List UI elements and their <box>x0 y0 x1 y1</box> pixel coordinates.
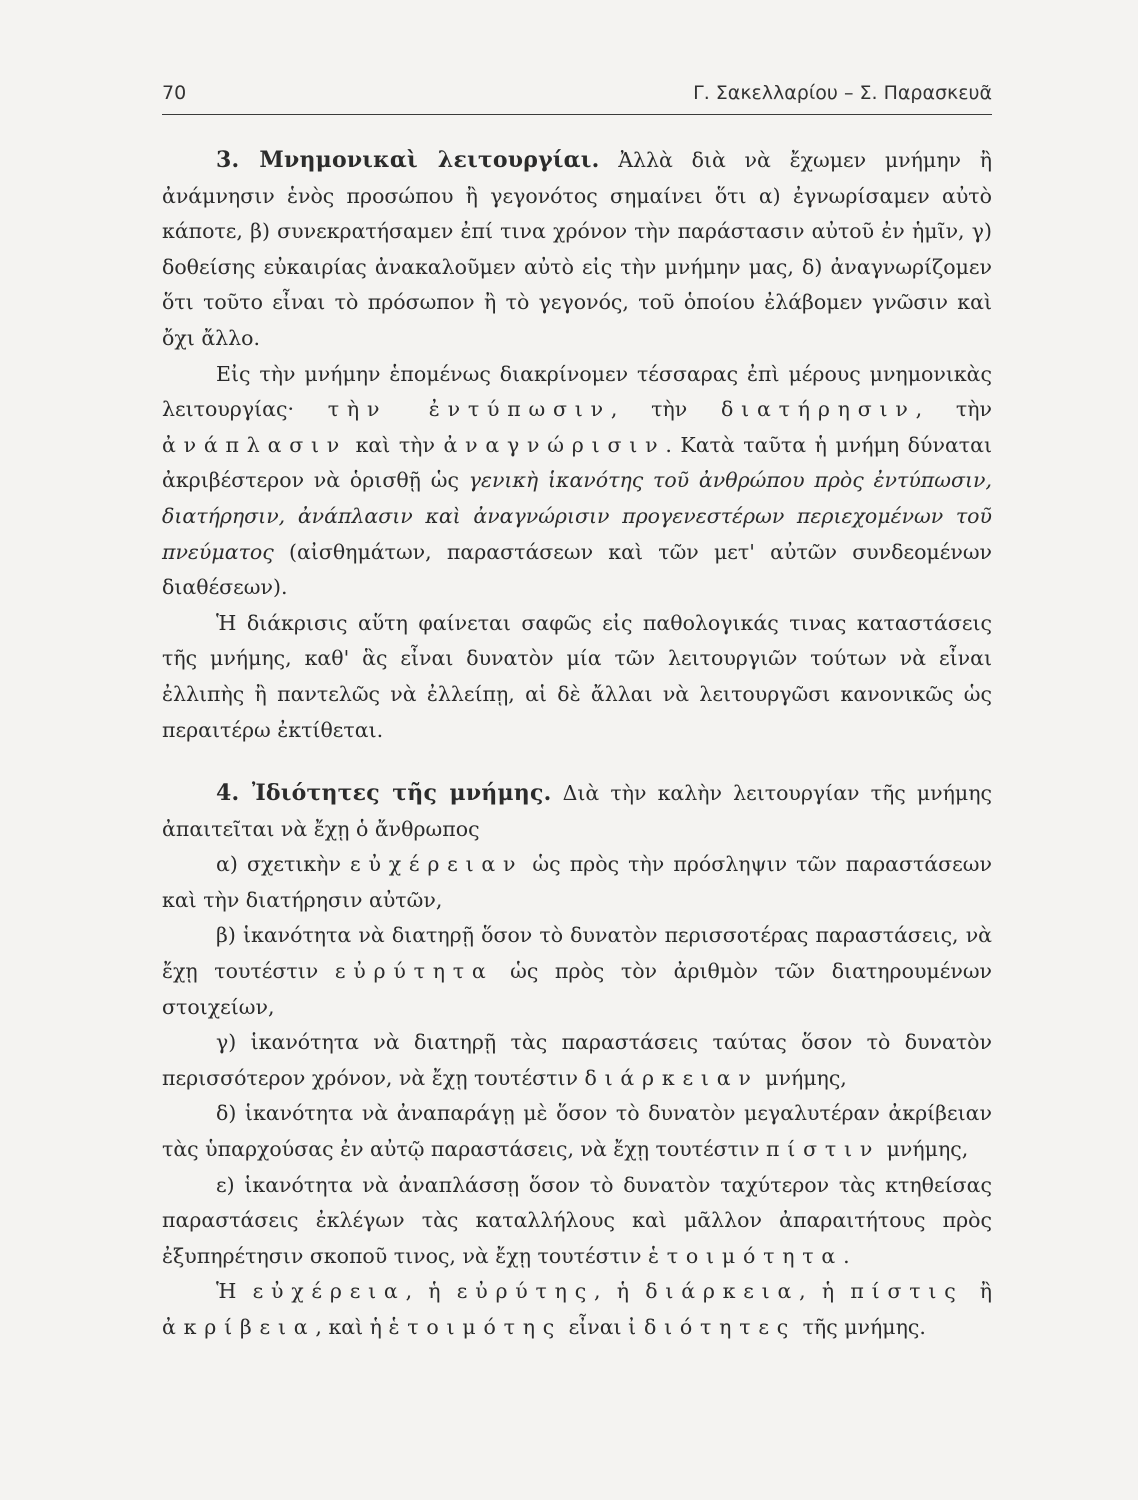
text-run: καὶ τὴν <box>347 432 444 457</box>
term-akriveia-summary: ἀκρίβεια <box>162 1315 316 1339</box>
term-anaplasis: ἀνάπλασιν <box>162 432 348 457</box>
list-item-c <box>162 1025 992 1096</box>
term-diarkeia-summary: διάρκεια <box>645 1279 800 1304</box>
text-run: , ἡ <box>594 1279 646 1304</box>
page-body <box>162 143 992 1346</box>
term-eucheria: εὐχέρειαν <box>350 852 524 877</box>
text-run: δ) ἱκανότητα νὰ ἀναπαράγῃ μὲ ὅσον τὸ δυνατὸν μεγαλυτέραν ἀκρίβειαν τὰς ὑπαρχούσας ἐν αὐτῷ παραστάσεις, νὰ ἔχῃ τουτέστιν <box>162 1101 992 1162</box>
list-item-d <box>162 1096 992 1167</box>
list-item-e <box>162 1168 992 1275</box>
text-run: ὡς πρὸς τὸν ἀριθμὸν τῶν διατηρουμένων στοιχείων, <box>162 959 992 1019</box>
section-3-paragraph-3: Ἡ διάκρισις αὕτη φαίνεται σαφῶς εἰς παθολογικάς τινας καταστάσεις τῆς μνήμης, καθ' ἃς εἶναι δυνατὸν μία τῶν λειτουργιῶν τούτων νὰ εἶναι ἐλλιπὴς ἢ παντελῶς νὰ ἐλλείπῃ, αἱ δὲ ἄλλαι νὰ λειτουργῶσι κανονικῶς ὡς περαιτέρω ἐκτίθεται. <box>162 610 992 742</box>
term-diatirisis: διατήρησιν <box>721 397 916 422</box>
section-3-text-1: Ἀλλὰ διὰ νὰ ἔχωμεν μνήμην ἢ ἀνάμνησιν ἑνὸς προσώπου ἢ γεγονότος σημαίνει ὅτι α) ἐγνωρίσαμεν αὐτὸ κάποτε, β) συνεκρατήσαμεν ἐπί τινα χρόνον τὴν παράστασιν αὐτοῦ ἐν ἡμῖν, γ) δοθείσης εὐκαιρίας ἀνακαλοῦμεν αὐτὸ εἰς τὴν μνήμην μας, δ) ἀναγνωρίζομεν ὅτι τοῦτο εἶναι τὸ πρόσωπον ἢ τὸ γεγονός, τοῦ ὁποίου ἐλάβομεν γνῶσιν καὶ ὄχι ἄλλο. <box>162 148 992 350</box>
term-eurytis-summary: εὐρύτης <box>456 1279 595 1304</box>
text-run: ἢ <box>963 1279 992 1304</box>
section-3-paragraph-1 <box>162 143 992 357</box>
text-run: Εἰς τὴν μνήμην ἑπομένως διακρίνομεν τέσσαρας ἐπὶ μέρους μνημονικὰς λειτουργίας· <box>162 361 992 422</box>
summary-paragraph <box>162 1274 992 1345</box>
term-pistis: πίστιν <box>766 1137 881 1162</box>
list-item-b <box>162 918 992 1025</box>
text-run: ὡς πρὸς τὴν πρόσληψιν τῶν παραστάσεων καὶ τὴν διατήρησιν αὐτῶν, <box>162 852 992 912</box>
term-entyposis: τὴν ἐντύπωσιν <box>327 397 611 422</box>
text-run: . <box>843 1243 850 1268</box>
text-run: τῆς μνήμης. <box>796 1315 926 1339</box>
term-diarkeia: διάρκειαν <box>584 1065 759 1090</box>
text-run: μνήμης, <box>758 1065 847 1090</box>
text-run: β) ἱκανότητα νὰ διατηρῇ ὅσον τὸ δυνατὸν περισσοτέρας παραστάσεις, νὰ ἔχῃ τουτέστιν <box>162 923 992 984</box>
term-anagnorisis: ἀναγνώρισιν <box>443 432 666 457</box>
text-run: μνήμης, <box>880 1137 969 1162</box>
text-run: γ) ἱκανότητα νὰ διατηρῇ τὰς παραστάσεις ταύτας ὅσον τὸ δυνατὸν περισσότερον χρόνον, νὰ ἔχῃ τουτέστιν <box>162 1030 992 1090</box>
text-run: Ἡ <box>216 1279 253 1304</box>
term-eurytita: εὐρύτητα <box>334 959 494 984</box>
page-number: 70 <box>162 82 187 104</box>
text-run: Διὰ τὴν καλὴν λειτουργίαν τῆς μνήμης ἀπαιτεῖται νὰ ἔχῃ ὁ ἄνθρωπος <box>162 781 993 841</box>
text-run: ε) ἱκανότητα νὰ ἀναπλάσσῃ ὅσον τὸ δυνατὸν ταχύτερον τὰς κτηθείσας παραστάσεις ἐκλέγων τὰς καταλλήλους καὶ μᾶλλον ἀπαραιτήτους πρὸς ἐξυπηρέτησιν σκοποῦ τινος, νὰ ἔχῃ τουτέστιν <box>162 1172 992 1268</box>
text-run: . Κατὰ ταῦτα ἡ μνήμη δύναται ἀκριβέστερον νὰ ὁρισθῇ ὡς <box>162 432 993 493</box>
term-idiotites-summary: ἰδιότητες <box>628 1315 797 1339</box>
term-etoimotis-summary: ἑτοιμότης <box>388 1315 563 1339</box>
running-title: Γ. Σακελλαρίου – Σ. Παρασκευᾶ <box>693 82 992 104</box>
text-run: , τὴν <box>610 397 722 422</box>
running-header <box>162 82 992 115</box>
memory-definition: γενικὴ ἱκανότης τοῦ ἀνθρώπου πρὸς ἐντύπωσιν, διατήρησιν, ἀνάπλασιν καὶ ἀναγνώρισιν προγενεστέρων περιεχομένων τοῦ πνεύματος <box>162 468 992 564</box>
section-4-paragraph-intro <box>162 776 992 847</box>
list-item-a <box>162 847 992 918</box>
text-run: , τὴν <box>915 397 992 422</box>
text-run: α) σχετικὴν <box>216 852 351 877</box>
text-run: , ἡ <box>799 1279 851 1304</box>
section-3-heading: 3. Μνημονικαὶ λειτουργίαι. <box>216 147 600 173</box>
text-run: , ἡ <box>405 1279 457 1304</box>
text-run: εἶναι <box>562 1315 629 1339</box>
term-etoimotita: ἑτοιμότητα <box>647 1243 844 1268</box>
term-pistis-summary: πίστις <box>850 1279 964 1304</box>
book-page <box>162 82 992 1346</box>
section-3-paragraph-2 <box>162 357 992 606</box>
term-eucheria-summary: εὐχέρεια <box>252 1279 406 1304</box>
text-run: (αἰσθημάτων, παραστάσεων καὶ τῶν μετ' αὐτῶν συνδεομένων διαθέσεων). <box>162 539 992 600</box>
section-4-heading: 4. Ἰδιότητες τῆς μνήμης. <box>216 780 552 807</box>
text-run: , καὶ ἡ <box>315 1315 389 1339</box>
